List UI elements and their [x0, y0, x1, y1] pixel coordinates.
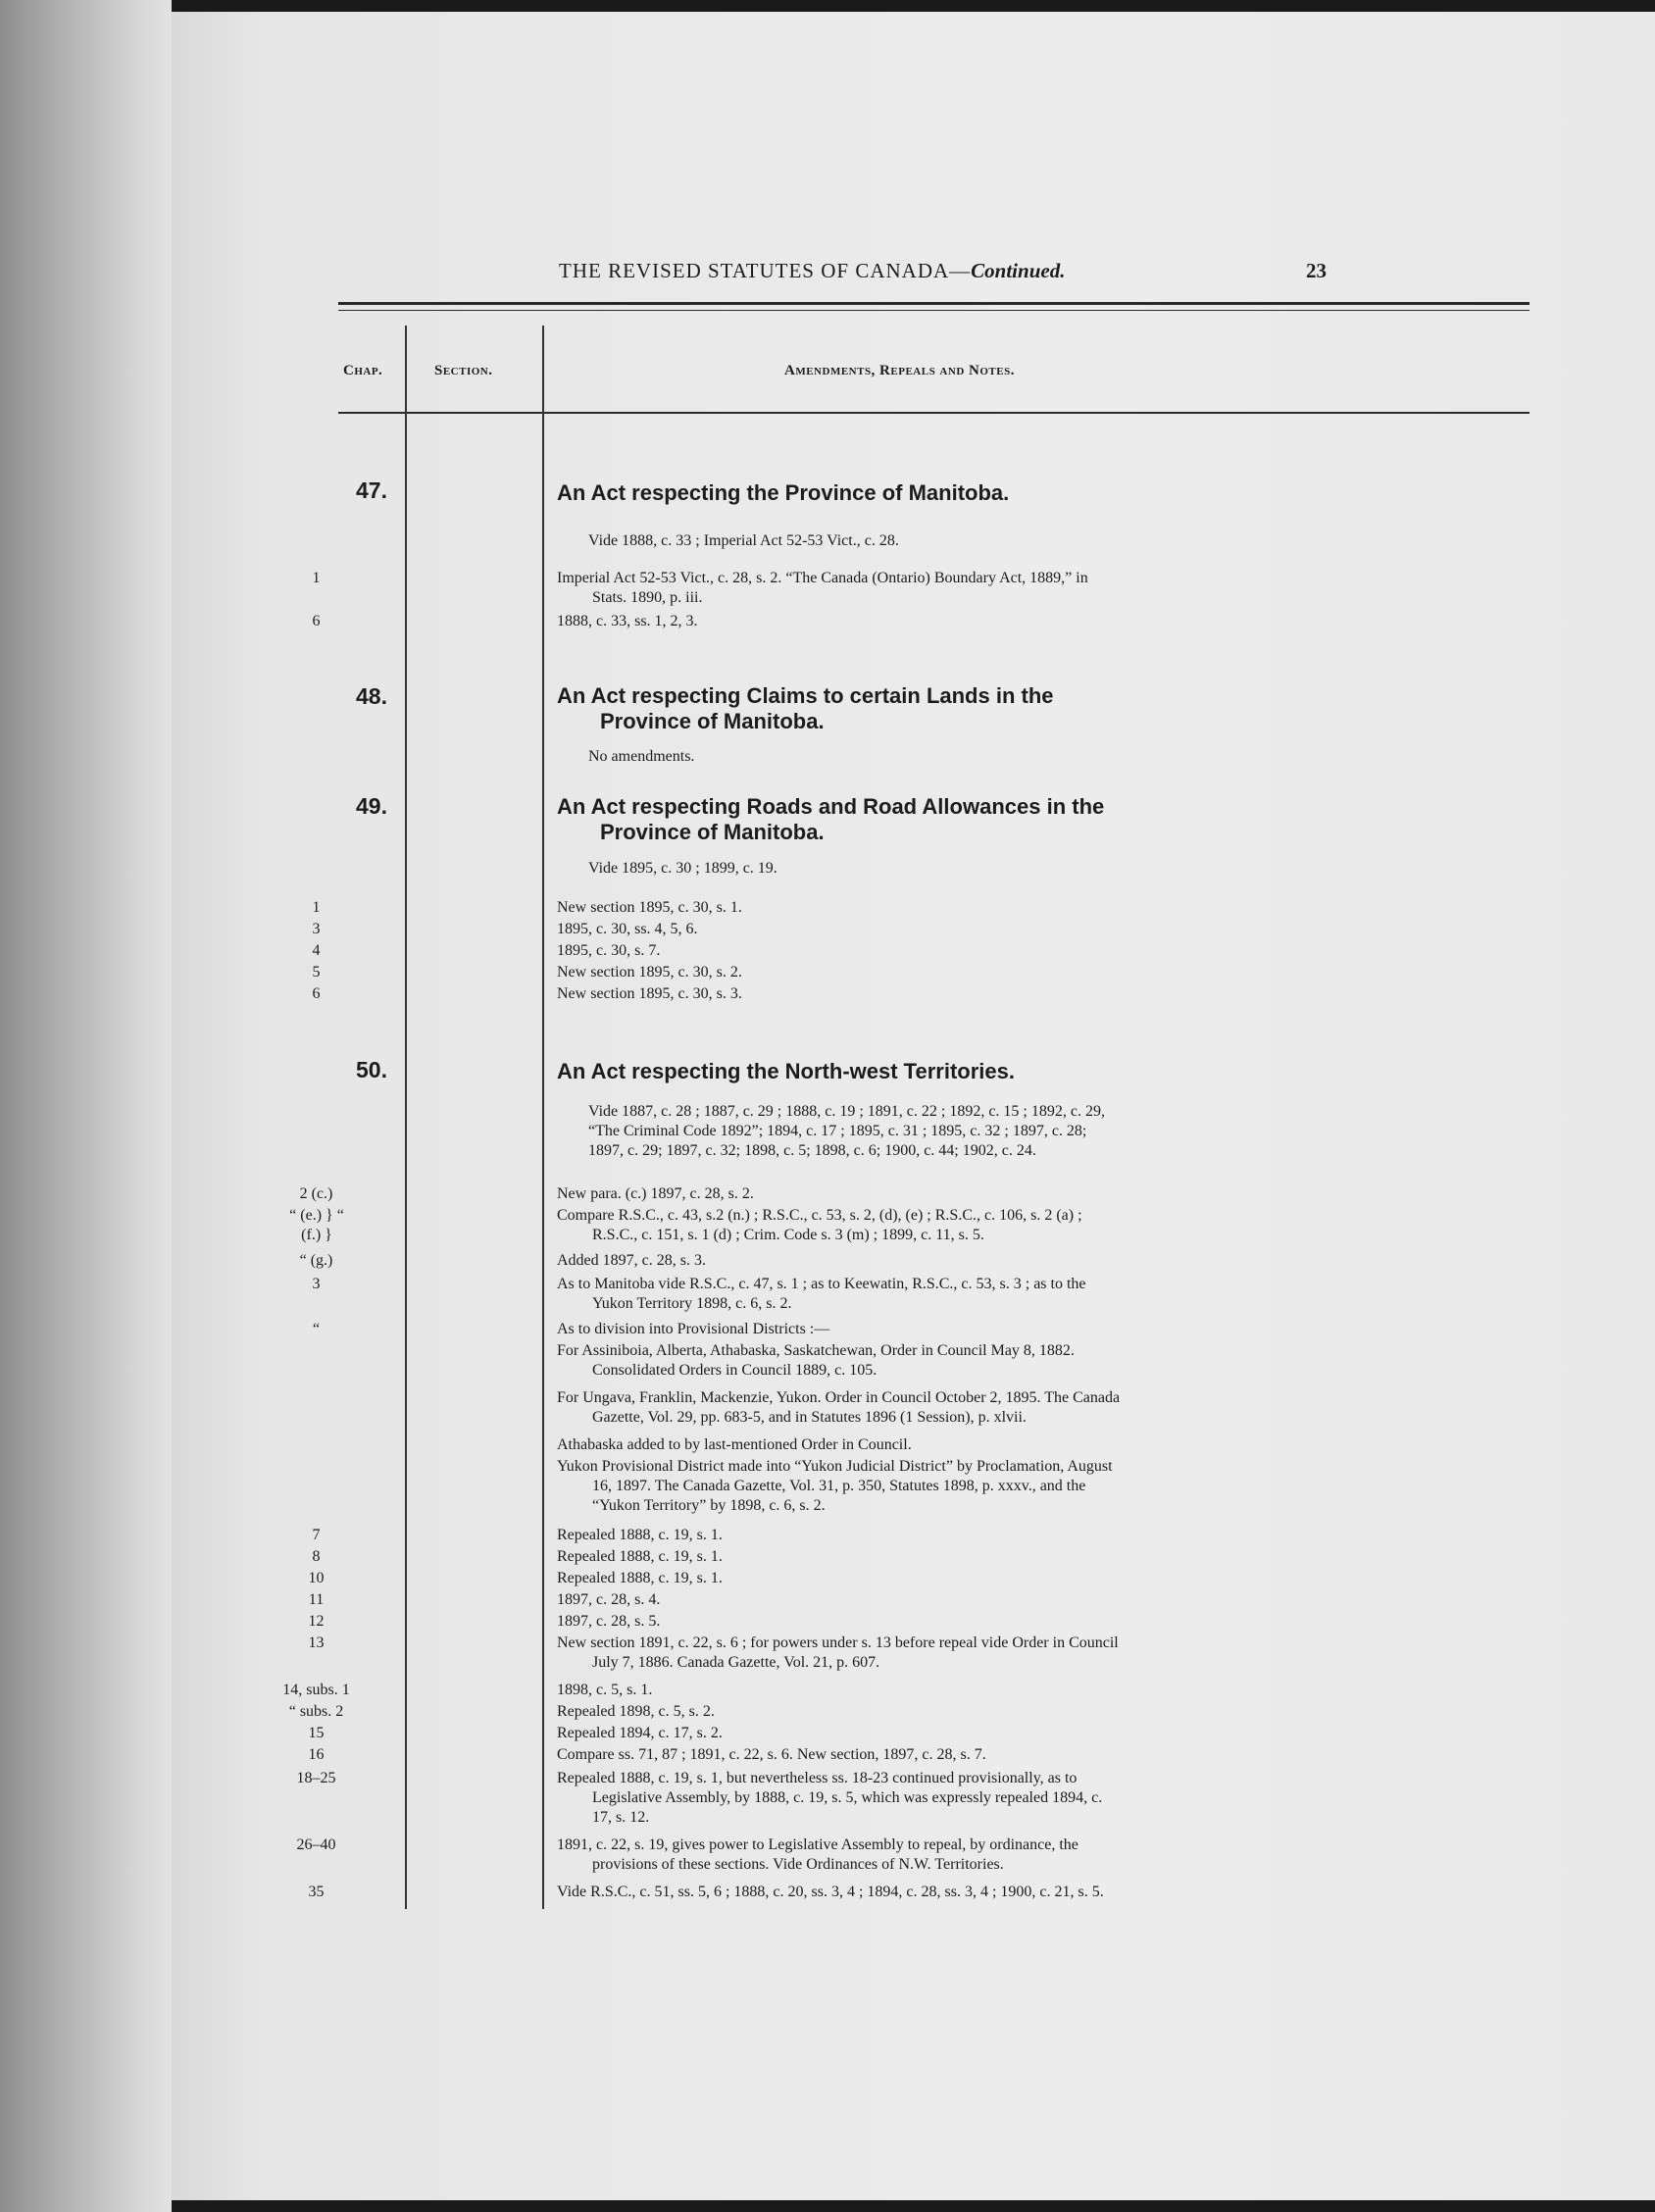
note-cell: As to Manitoba vide R.S.C., c. 47, s. 1 ; as to Keewatin, R.S.C., c. 53, s. 3 ; as to the Yukon Territory 1898, c. 6, s. 2. — [557, 1276, 1086, 1312]
note-cell: Repealed 1898, c. 5, s. 2. — [557, 1703, 715, 1720]
note-cell: 1891, c. 22, s. 19, gives power to Legislative Assembly to repeal, by ordinance, the provisions of these sections. Vide Ordinances of N.W. Territories. — [557, 1836, 1078, 1873]
chapter-number: 48. — [356, 683, 387, 709]
act-title: An Act respecting the North-west Territories. — [557, 1059, 1015, 1083]
note-cell: New section 1895, c. 30, s. 2. — [557, 964, 742, 980]
document-page — [172, 12, 1655, 2200]
vide-line: No amendments. — [588, 748, 695, 765]
section-cell: 4 — [312, 942, 321, 959]
section-cell: 11 — [308, 1591, 325, 1608]
note-cell: Compare R.S.C., c. 43, s.2 (n.) ; R.S.C., c. 53, s. 2, (d), (e) ; R.S.C., c. 106, s. 2 (a) ; R.S.C., c. 151, s. 1 (d) ; Crim. Code s. 3 (m) ; 1899, c. 11, s. 5. — [557, 1207, 1082, 1243]
note-cell: For Ungava, Franklin, Mackenzie, Yukon. Order in Council October 2, 1895. The Canada Gazette, Vol. 29, pp. 683-5, and in Statutes 1896 (1 Session), p. xlvii. — [557, 1389, 1121, 1426]
note-cell: 1898, c. 5, s. 1. — [557, 1682, 653, 1698]
section-cell: 5 — [312, 964, 321, 980]
note-cell: Repealed 1894, c. 17, s. 2. — [557, 1725, 723, 1741]
section-cell: “ (e.) } “ (f.) } — [289, 1207, 344, 1243]
chapter-number: 49. — [356, 793, 387, 819]
note-cell: Repealed 1888, c. 19, s. 1. — [557, 1570, 723, 1586]
note-cell: 1895, c. 30, s. 7. — [557, 942, 661, 959]
note-cell: 1897, c. 28, s. 5. — [557, 1613, 661, 1630]
section-cell: 12 — [308, 1613, 325, 1630]
note-cell: 1888, c. 33, ss. 1, 2, 3. — [557, 613, 698, 629]
book-binding-shadow — [0, 0, 172, 2212]
note-cell: 1895, c. 30, ss. 4, 5, 6. — [557, 921, 698, 937]
section-cell: 18–25 — [296, 1770, 336, 1786]
note-cell: Repealed 1888, c. 19, s. 1. — [557, 1548, 723, 1565]
section-cell: 2 (c.) — [299, 1185, 333, 1202]
column-head-rule — [338, 412, 1530, 414]
chapter-number: 47. — [356, 478, 387, 503]
section-cell: 3 — [312, 921, 321, 937]
section-cell: 6 — [312, 985, 321, 1002]
section-cell: 3 — [312, 1276, 321, 1292]
page-number: 23 — [1306, 259, 1327, 282]
note-cell: Compare ss. 71, 87 ; 1891, c. 22, s. 6. New section, 1897, c. 28, s. 7. — [557, 1746, 986, 1763]
note-cell: Imperial Act 52-53 Vict., c. 28, s. 2. “The Canada (Ontario) Boundary Act, 1889,” in Stats. 1890, p. iii. — [557, 570, 1088, 606]
section-cell: 10 — [308, 1570, 325, 1586]
column-divider-section — [542, 326, 544, 1909]
note-cell: Vide R.S.C., c. 51, ss. 5, 6 ; 1888, c. 20, ss. 3, 4 ; 1894, c. 28, ss. 3, 4 ; 1900, c. 21, s. 5. — [557, 1884, 1104, 1900]
column-head-section: Section. — [434, 363, 493, 378]
act-title: An Act respecting the Province of Manitoba. — [557, 480, 1010, 505]
note-cell: New para. (c.) 1897, c. 28, s. 2. — [557, 1185, 754, 1202]
section-cell: “ — [312, 1321, 321, 1337]
section-cell: 16 — [308, 1746, 325, 1763]
note-cell: Athabaska added to by last-mentioned Order in Council. — [557, 1436, 912, 1453]
note-cell: As to division into Provisional Districts :— — [557, 1321, 830, 1337]
header-rule-thick — [338, 302, 1530, 305]
vide-line: Vide 1888, c. 33 ; Imperial Act 52-53 Vict., c. 28. — [588, 532, 899, 549]
note-cell: New section 1891, c. 22, s. 6 ; for powers under s. 13 before repeal vide Order in Council July 7, 1886. Canada Gazette, Vol. 21, p. 607. — [557, 1634, 1119, 1671]
section-cell: 6 — [312, 613, 321, 629]
header-rule-thin — [338, 310, 1530, 311]
section-cell: 7 — [312, 1527, 321, 1543]
section-cell: 26–40 — [296, 1836, 336, 1853]
column-head-notes: Amendments, Repeals and Notes. — [784, 363, 1015, 378]
column-head-chap: Chap. — [343, 363, 383, 378]
header-title: THE REVISED STATUTES OF CANADA—Continued. — [559, 259, 1066, 282]
section-cell: “ (g.) — [299, 1252, 333, 1269]
section-cell: 1 — [312, 899, 321, 916]
note-cell: New section 1895, c. 30, s. 1. — [557, 899, 742, 916]
section-cell: 15 — [308, 1725, 325, 1741]
note-cell: 1897, c. 28, s. 4. — [557, 1591, 661, 1608]
section-cell: 8 — [312, 1548, 321, 1565]
running-header — [172, 259, 1655, 292]
chapter-number: 50. — [356, 1057, 387, 1082]
note-cell: Repealed 1888, c. 19, s. 1. — [557, 1527, 723, 1543]
vide-line: Vide 1887, c. 28 ; 1887, c. 29 ; 1888, c. 19 ; 1891, c. 22 ; 1892, c. 15 ; 1892, c. 29, “The Criminal Code 1892”; 1894, c. 17 ; 1895, c. 31 ; 1895, c. 32 ; 1897, c. 28; 1897, c. 29; 1897, c. 32; 1898, c. 5; 1898, c. 6; 1900, c. 44; 1902, c. 24. — [588, 1103, 1105, 1159]
section-cell: 35 — [308, 1884, 325, 1900]
note-cell: For Assiniboia, Alberta, Athabaska, Saskatchewan, Order in Council May 8, 1882. Consolidated Orders in Council 1889, c. 105. — [557, 1342, 1075, 1379]
note-cell: Added 1897, c. 28, s. 3. — [557, 1252, 706, 1269]
section-cell: 14, subs. 1 — [282, 1682, 350, 1698]
act-title: An Act respecting Claims to certain Lands in the Province of Manitoba. — [557, 683, 1054, 733]
act-title: An Act respecting Roads and Road Allowances in the Province of Manitoba. — [557, 794, 1105, 844]
note-cell: Repealed 1888, c. 19, s. 1, but nevertheless ss. 18-23 continued provisionally, as to Legislative Assembly, by 1888, c. 19, s. 5, which was expressly repealed 1894, c. 17, s. 12. — [557, 1770, 1103, 1826]
section-cell: 13 — [308, 1634, 325, 1651]
column-divider-chap — [405, 326, 407, 1909]
section-cell: 1 — [312, 570, 321, 586]
note-cell: Yukon Provisional District made into “Yukon Judicial District” by Proclamation, August 16, 1897. The Canada Gazette, Vol. 31, p. 350, Statutes 1898, p. xxxv., and the “Yukon Territory” by 1898, c. 6, s. 2. — [557, 1458, 1113, 1514]
section-cell: “ subs. 2 — [288, 1703, 344, 1720]
note-cell: New section 1895, c. 30, s. 3. — [557, 985, 742, 1002]
vide-line: Vide 1895, c. 30 ; 1899, c. 19. — [588, 860, 777, 877]
